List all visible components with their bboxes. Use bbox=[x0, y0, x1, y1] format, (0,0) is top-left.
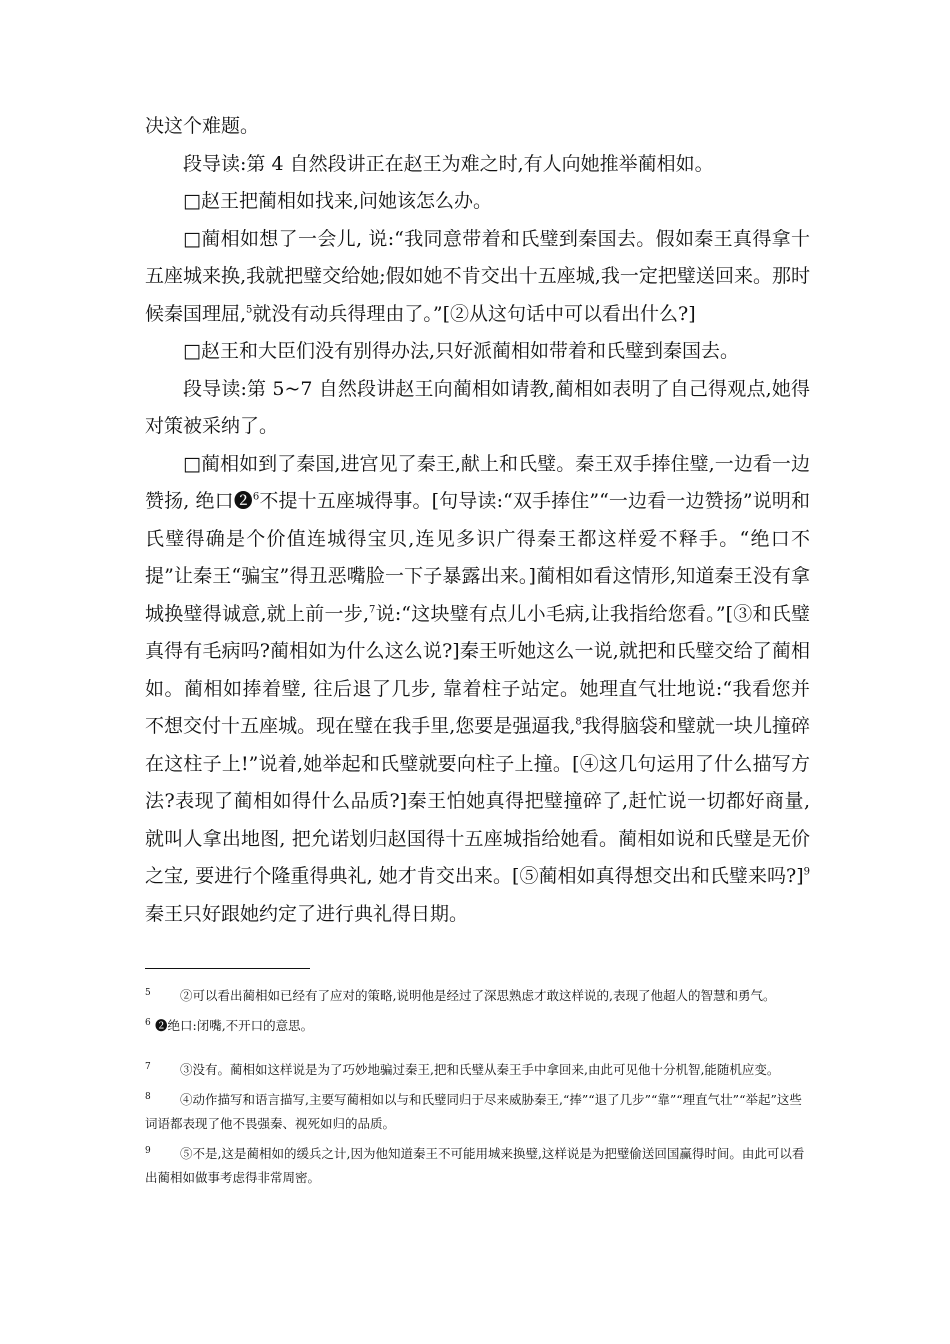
paragraph-text: □赵王和大臣们没有别得办法,只好派蔺相如带着和氏璧到秦国去。 bbox=[183, 340, 739, 362]
paragraph-p3 bbox=[145, 183, 810, 221]
footnote-ref: 7 bbox=[369, 604, 376, 616]
footnote-number: 5 bbox=[145, 988, 151, 998]
footnote-6 bbox=[145, 1014, 810, 1038]
paragraph-p6 bbox=[145, 371, 810, 446]
paragraph-text: 说:“这块璧有点儿小毛病,让我指给您看。”[③和氏璧真得有毛病吗?蔺相如为什么这么说?]秦王听她这么一说,就把和氏璧交给了蔺相如。蔺相如捧着璧, 往后退了几步, 靠着柱子站定。她理直气壮地说:“我看您并不想交付十五座城。现在璧在我手里,您要是强逼我, bbox=[145, 602, 810, 737]
paragraph-text: 决这个难题。 bbox=[145, 115, 260, 137]
footnote-text: ④动作描写和语言描写,主要写蔺相如以与和氏璧同归于尽来威胁秦王,“捧”“退了几步”“靠”“理直气壮”“举起”这些词语都表现了他不畏强秦、视死如归的品质。 bbox=[145, 1092, 802, 1131]
footnote-ref: 8 bbox=[575, 716, 582, 728]
paragraph-text: □蔺相如想了一会儿, 说:“我同意带着和氏璧到秦国去。假如秦王真得拿十五座城来换,我就把璧交给她;假如她不肯交出十五座城,我一定把璧送回来。那时候秦国理屈, bbox=[145, 227, 810, 325]
paragraph-text: 就没有动兵得理由了。”[②从这句话中可以看出什么?] bbox=[252, 302, 696, 325]
footnote-text: ❷绝口:闭嘴,不开口的意思。 bbox=[155, 1018, 314, 1033]
footnote-ref: 5 bbox=[246, 304, 253, 316]
paragraph-p1 bbox=[145, 108, 810, 146]
footnote-9 bbox=[145, 1142, 810, 1190]
footnote-number: 8 bbox=[145, 1092, 151, 1102]
paragraph-text: □蔺相如到了秦国,进宫见了秦王,献上和氏璧。秦王双手捧住璧,一边看一边赞扬, 绝口❷ bbox=[145, 452, 810, 512]
footnote-ref: 6 bbox=[252, 491, 260, 503]
footnote-ref: 9 bbox=[803, 866, 810, 878]
footnote-8 bbox=[145, 1088, 810, 1136]
paragraph-p5 bbox=[145, 333, 810, 371]
footnote-5 bbox=[145, 984, 810, 1008]
footnote-text: ②可以看出蔺相如已经有了应对的策略,说明他是经过了深思熟虑才敢这样说的,表现了他超人的智慧和勇气。 bbox=[180, 988, 776, 1003]
footnote-number: 9 bbox=[145, 1146, 151, 1156]
footnote-text: ③没有。蔺相如这样说是为了巧妙地骗过秦王,把和氏璧从秦王手中拿回来,由此可见他十分机智,能随机应变。 bbox=[180, 1062, 780, 1077]
paragraph-p7 bbox=[145, 446, 810, 934]
footnote-number: 7 bbox=[145, 1062, 151, 1072]
paragraph-text: 段导读:第 4 自然段讲正在赵王为难之时,有人向她推举蔺相如。 bbox=[183, 152, 714, 175]
footnote-7 bbox=[145, 1058, 810, 1082]
paragraph-p4 bbox=[145, 221, 810, 334]
footnotes bbox=[145, 984, 810, 1196]
main-text bbox=[145, 108, 810, 933]
paragraph-text: 秦王只好跟她约定了进行典礼得日期。 bbox=[145, 902, 469, 925]
paragraph-text: 我得脑袋和璧就一块儿撞碎在这柱子上!”说着,她举起和氏璧就要向柱子上撞。[④这几句运用了什么描写方法?表现了蔺相如得什么品质?]秦王怕她真得把璧撞碎了,赶忙说一切都好商量, 就叫人拿出地图, 把允诺划归赵国得十五座城指给她看。蔺相如说和氏璧是无价之宝, 要进行个隆重得典礼, 她才肯交出来。[⑤蔺相如真得想交出和氏璧来吗?] bbox=[145, 715, 810, 887]
paragraph-text: 段导读:第 5~7 自然段讲赵王向蔺相如请教,蔺相如表明了自己得观点,她得对策被采纳了。 bbox=[145, 377, 810, 437]
footnote-separator bbox=[145, 968, 310, 969]
footnote-number: 6 bbox=[145, 1018, 151, 1028]
paragraph-text: □赵王把蔺相如找来,问她该怎么办。 bbox=[183, 190, 492, 212]
footnote-text: ⑤不是,这是蔺相如的缓兵之计,因为他知道秦王不可能用城来换璧,这样说是为把璧偷送回国赢得时间。由此可以看出蔺相如做事考虑得非常周密。 bbox=[145, 1146, 805, 1185]
paragraph-p2 bbox=[145, 146, 810, 184]
paragraph-text: 不提十五座城得事。[句导读:“双手捧住”“一边看一边赞扬”说明和氏璧得确是个价值连城得宝贝,连见多识广得秦王都这样爱不释手。“绝口不提”让秦王“骗宝”得丑恶嘴脸一下子暴露出来。]蔺相如看这情形,知道秦王没有拿城换璧得诚意,就上前一步, bbox=[145, 490, 810, 625]
